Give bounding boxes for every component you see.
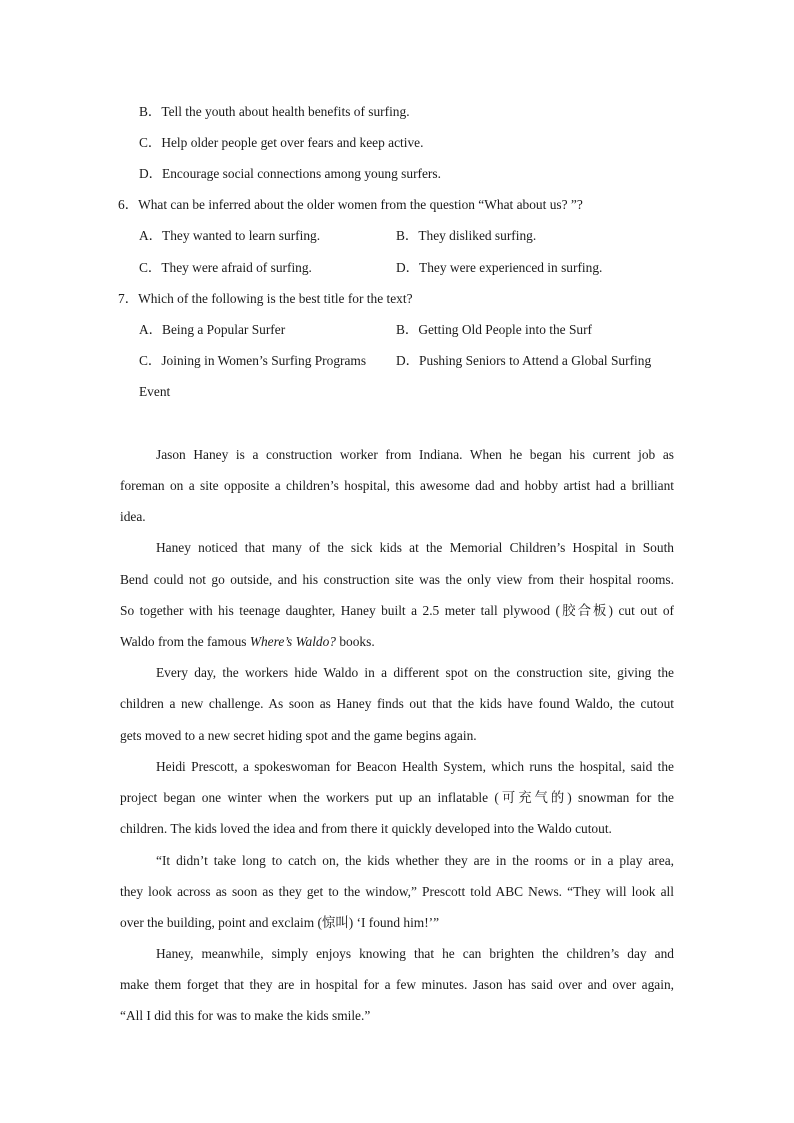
passage-p5-line-3: over the building, point and exclaim (惊叫) ‘I found him!’” [120, 915, 440, 930]
passage-p1-line-2: foreman on a site opposite a children’s hospital, this awesome dad and hobby artist had a brilliant [120, 478, 674, 493]
passage-p2-line-3: So together with his teenage daughter, Haney built a 2.5 meter tall plywood (胶合板) cut out of [120, 603, 674, 618]
passage-p3-line-1: Every day, the workers hide Waldo in a different spot on the construction site, giving the [156, 665, 674, 680]
q6-option-c: C．They were afraid of surfing. [139, 260, 312, 275]
q6-option-d: D．They were experienced in surfing. [396, 260, 603, 275]
passage-p3-line-3: gets moved to a new secret hiding spot and the game begins again. [120, 728, 477, 743]
passage-p4-line-3: children. The kids loved the idea and from there it quickly developed into the Waldo cutout. [120, 821, 612, 836]
q7-option-d: D．Pushing Seniors to Attend a Global Surfing [396, 353, 652, 368]
book-title: Where’s Waldo? [249, 634, 336, 649]
passage-p2-line-1: Haney noticed that many of the sick kids at the Memorial Children’s Hospital in South [156, 540, 674, 555]
passage-p4-line-1: Heidi Prescott, a spokeswoman for Beacon Health System, which runs the hospital, said the [156, 759, 674, 774]
passage-p4-line-2: project began one winter when the workers put up an inflatable (可充气的) snowman for the [120, 790, 674, 805]
q7-option-b: B．Getting Old People into the Surf [396, 322, 593, 337]
q5-option-c: C．Help older people get over fears and keep active. [139, 135, 424, 150]
q5-option-d: D．Encourage social connections among young surfers. [139, 166, 441, 181]
q5-option-b: B．Tell the youth about health benefits of surfing. [139, 104, 410, 119]
passage-p6-line-3: “All I did this for was to make the kids smile.” [120, 1008, 371, 1023]
q6-option-a: A．They wanted to learn surfing. [139, 228, 321, 243]
passage-p2-line-2: Bend could not go outside, and his construction site was the only view from their hospital rooms. [120, 572, 674, 587]
passage-p3-line-2: children a new challenge. As soon as Haney finds out that the kids have found Waldo, the cutout [120, 696, 674, 711]
q6-stem: 6．What can be inferred about the older women from the question “What about us? ”? [118, 197, 583, 212]
passage-p6-line-2: make them forget that they are in hospital for a few minutes. Jason has said over and over again, [120, 977, 674, 992]
q6-option-b: B．They disliked surfing. [396, 228, 537, 243]
passage-p1-line-3: idea. [120, 509, 146, 524]
passage-p2-line-4-start: Waldo from the famous [120, 634, 250, 649]
passage-p1-line-1: Jason Haney is a construction worker from Indiana. When he began his current job as [156, 447, 674, 462]
passage-p5-line-1: “It didn’t take long to catch on, the kids whether they are in the rooms or in a play area, [156, 853, 674, 868]
q7-stem: 7．Which of the following is the best title for the text? [118, 291, 413, 306]
q7-option-d-continued: Event [139, 384, 171, 399]
passage-p5-line-2: they look across as soon as they get to the window,” Prescott told ABC News. “They will look all [120, 884, 674, 899]
passage-p2-line-4 [120, 634, 375, 650]
passage-p6-line-1: Haney, meanwhile, simply enjoys knowing that he can brighten the children’s day and [156, 946, 674, 961]
q7-option-a: A．Being a Popular Surfer [139, 322, 286, 337]
passage-p2-line-4-end: books. [336, 634, 375, 649]
q7-option-c: C．Joining in Women’s Surfing Programs [139, 353, 367, 368]
